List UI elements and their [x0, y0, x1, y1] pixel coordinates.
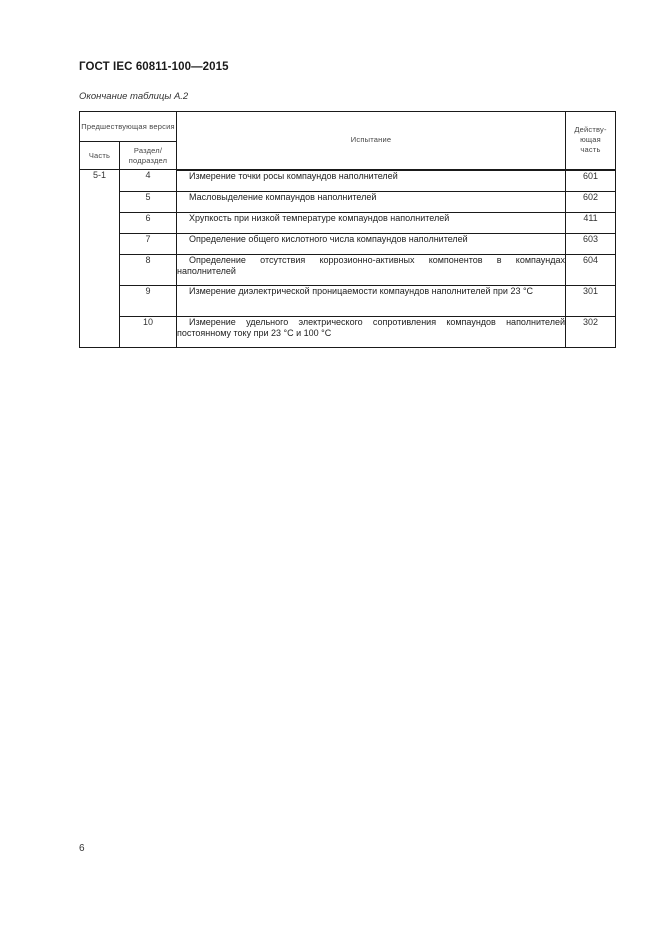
section-cell: 8	[120, 254, 177, 285]
current-part-cell: 301	[566, 285, 616, 316]
table-row	[80, 212, 616, 233]
table-caption: Окончание таблицы А.2	[79, 91, 189, 102]
table-row	[80, 254, 616, 285]
table-row	[80, 233, 616, 254]
current-part-cell: 411	[566, 212, 616, 233]
current-part-cell: 602	[566, 191, 616, 212]
page-number: 6	[79, 843, 85, 854]
current-part-cell: 603	[566, 233, 616, 254]
header-previous-version: Предшествующая версия	[80, 112, 177, 142]
section-cell: 9	[120, 285, 177, 316]
table-row	[80, 191, 616, 212]
section-cell: 4	[120, 170, 177, 192]
table-row	[80, 170, 616, 192]
current-part-cell: 302	[566, 316, 616, 347]
current-part-cell: 604	[566, 254, 616, 285]
header-section: Раздел/ подраздел	[120, 142, 177, 170]
tests-table	[79, 111, 616, 348]
table-row	[80, 285, 616, 316]
current-part-cell: 601	[566, 170, 616, 192]
table-row	[80, 316, 616, 347]
section-cell: 10	[120, 316, 177, 347]
document-title: ГОСТ IEC 60811-100—2015	[79, 61, 229, 73]
header-test: Испытание	[177, 112, 566, 170]
header-part: Часть	[80, 142, 120, 170]
test-cell: Определение отсутствия коррозионно-активных компонентов в компаундах наполнителей	[177, 254, 566, 285]
section-cell: 7	[120, 233, 177, 254]
test-cell: Измерение удельного электрического сопротивления компаундов наполнителей постоянному току при 23 °С и 100 °С	[177, 316, 566, 347]
section-cell: 5	[120, 191, 177, 212]
part-cell: 5-1	[80, 170, 120, 348]
test-cell: Масловыделение компаундов наполнителей	[177, 191, 566, 212]
test-cell: Хрупкость при низкой температуре компаундов наполнителей	[177, 212, 566, 233]
test-cell: Измерение точки росы компаундов наполнителей	[177, 170, 566, 192]
test-cell: Определение общего кислотного числа компаундов наполнителей	[177, 233, 566, 254]
header-current-part: Действу-ющая часть	[566, 112, 616, 170]
test-cell: Измерение диэлектрической проницаемости компаундов наполнителей при 23 °С	[177, 285, 566, 316]
section-cell: 6	[120, 212, 177, 233]
